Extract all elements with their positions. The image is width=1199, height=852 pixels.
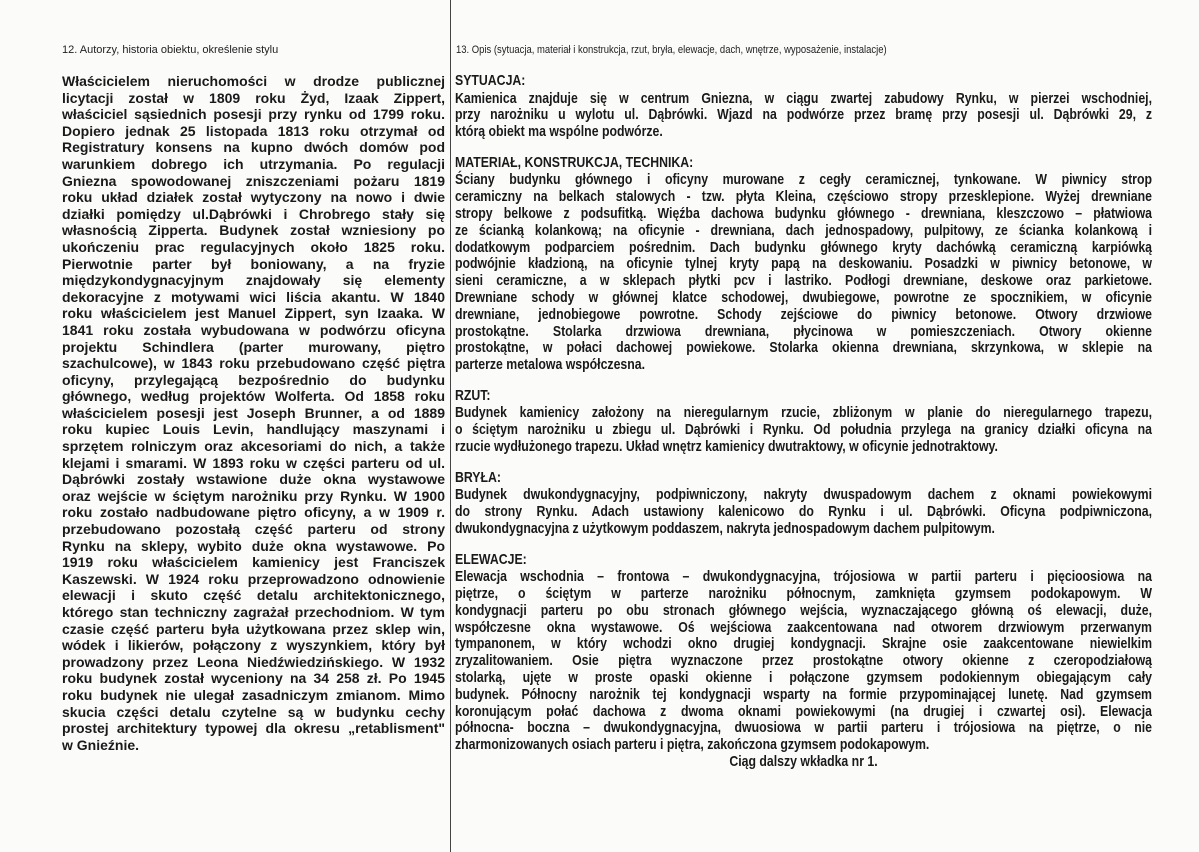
text-line: Drewniane schody w głównej klatce schodowej, dwubiegowe, powrotne ze spocznikiem, w oficynie (455, 288, 1152, 306)
text-line: stolarką, ujęte w proste opaski okienne i połączone gzymsem podokiennym obiegającym cały (455, 669, 1152, 687)
text-line: Budynek kamienicy założony na nieregularnym rzucie, zbliżonym w planie do nieregularnego trapezu, (455, 404, 1152, 422)
text-line: roku budynek został wyceniony na 34 258 zł. Po 1945 (62, 670, 445, 687)
description-section (455, 388, 1152, 456)
text-line: licytacji został w 1809 roku Żyd, Izaak Zippert, (62, 89, 445, 106)
text-line: Pierwotnie parter był boniowany, a na fryzie (62, 255, 445, 272)
text-line: 1919 roku właścicielem kamienicy jest Franciszek (62, 554, 445, 571)
text-line: Gniezna spowodowanej zniszczeniami pożaru 1819 (62, 172, 445, 189)
text-line: północna- boczna – dwukondygnacyjna, dwuosiowa w partii parteru i trójosiowa na piętrze, o nie (455, 719, 1152, 737)
text-line: zharmonizowanych osiach parteru i piętra, zakończona gzymsem podokapowym. (455, 736, 930, 754)
text-line: budynek. Północny narożnik tej kondygnacji wsparty na formie przypominającej lunetę. Nad gzymsem (455, 685, 1152, 703)
text-line: Dąbrówki zostały wstawione duże okna wystawowe (62, 471, 445, 488)
text-line: Registratury konsens na kupno dwóch domów pod (62, 139, 445, 156)
section-12-header: 12. Autorzy, historia obiektu, określenie stylu (62, 44, 279, 56)
text-line: roku zostało nadbudowane piętro oficyny, a w 1909 r. (62, 504, 445, 521)
history-text-column (62, 73, 445, 753)
text-line: prowadzony przez Leona Niedźwiedzińskiego. W 1932 (62, 653, 445, 670)
text-line: Ściany budynku głównego i oficyny murowane z cegły ceramicznej, tynkowane. W piwnicy strop (455, 171, 1152, 189)
text-line: rzucie wydłużonego trapezu. Układ wnętrz kamienicy dwutraktowy, w oficynie jednotraktowy. (455, 438, 998, 456)
text-line: parterze metalowa współczesna. (455, 356, 646, 374)
text-line: tympanonem, w który wchodzi okno drugiej kondygnacji. Skrajne osie zaakcentowane niewielkim (455, 635, 1152, 653)
text-line: oraz wejście w ściętym narożniku przy Rynku. W 1900 (62, 487, 445, 504)
text-line: Właścicielem nieruchomości w drodze publicznej (62, 73, 445, 89)
text-line: o ściętym narożniku u zbiegu ul. Dąbrówki i Rynku. Od południa przylega na granicy działki oficyna na (455, 421, 1152, 439)
text-line: dekoracyjne z motywami wici liścia akantu. W 1840 (62, 288, 445, 305)
text-line: ukończeniu prac regulacyjnych około 1825 roku. (62, 238, 445, 255)
text-line: czasie część parteru była użytkowana przez sklep win, (62, 620, 445, 637)
text-line: przebudowano pozostałą część parteru od strony (62, 521, 445, 538)
description-section (455, 470, 1152, 538)
text-line: właścicielem posesji jest Joseph Brunner, a od 1889 (62, 404, 445, 421)
text-line: prostokątne. Stolarka drzwiowa drewniana, płycinowa w pomieszczeniach. Otwory okienne (455, 322, 1152, 340)
text-line: którą obiekt ma wspólne podwórze. (455, 123, 663, 141)
text-line: współczesne okna wystawowe. Oś wejściowa zaakcentowana nad otworem drzwiowym przerwanym (455, 618, 1152, 636)
text-line: roku właścicielem jest Manuel Zippert, syn Izaaka. W (62, 305, 445, 322)
text-line: drewniane, jednobiegowe powrotne. Schody zejściowe do piwnicy betonowe. Otwory drzwiowe (455, 305, 1152, 323)
text-line: własnością Zipperta. Budynek został wzniesiony po (62, 222, 445, 239)
section-title: ELEWACJE: (455, 550, 527, 568)
text-line: prostej architektury typowej dla okresu „retablisment" (62, 720, 445, 737)
text-line: klejami i smarami. W 1893 roku w części parteru od ul. (62, 454, 445, 471)
text-line: roku budynek nie ulegał zasadniczym zmianom. Mimo (62, 686, 445, 703)
text-line: oficyny, przylegającą bezpośrednio do budynku (62, 371, 445, 388)
description-section (455, 552, 1152, 754)
text-line: dwukondygnacyjna z użytkowym poddaszem, nakryta jednospadowym dachem pulpitowym. (455, 519, 995, 537)
text-line: do strony Rynku. Adach ustawiony kalenicowo do Rynku i ul. Dąbrówki. Oficyna podpiwniczona, (455, 503, 1152, 521)
description-text-column (455, 73, 1152, 771)
text-line: którego stan techniczny zagrażał przechodniom. W tym (62, 604, 445, 620)
description-section (455, 73, 1152, 141)
text-line: elewacji i skuto część detalu architektonicznego, (62, 587, 445, 604)
text-line: przy narożniku u wylotu ul. Dąbrówki. Wjazd na podwórze przez bramę przy posesji ul. Dąbrówki 29, z (455, 106, 1152, 124)
section-title: SYTUACJA: (455, 72, 526, 89)
text-line: Kamienica znajduje się w centrum Gniezna, w ciągu zwartej zabudowy Rynku, w pierzei wschodniej, (455, 89, 1152, 107)
section-title: BRYŁA: (455, 468, 502, 486)
text-line: Dopiero jednak 25 listopada 1813 roku otrzymał od (62, 122, 445, 139)
text-line: wódek i likierów, połączony z wyszynkiem, który był (62, 637, 445, 654)
text-line: międzykondygnacyjnym znajdowały się elementy (62, 272, 445, 289)
text-line: roku układ działek został wytyczony na nowo i dwie (62, 189, 445, 206)
text-line: 1841 roku została wybudowana w podwórzu oficyna (62, 321, 445, 338)
continuation-note: Ciąg dalszy wkładka nr 1. (729, 753, 878, 770)
text-line: sieni ceramiczne, a w sklepach płytki pcv i lastriko. Podłogi drewniane, deskowe oraz parkietowe. (455, 272, 1152, 290)
text-line: właściciel sąsiednich posesji przy rynku od 1799 roku. (62, 106, 445, 123)
text-line: działki pomiędzy ul.Dąbrówki i Chrobrego stały się (62, 205, 445, 222)
text-line: zryzalitowaniem. Osie piętra wyznaczone przez prostokątne otwory okienne z czeropodziałową (455, 652, 1152, 670)
text-line: dodatkowym podparciem pośrednim. Dach budynku głównego kryty dachówką ceramiczną karpiówką (455, 238, 1152, 256)
text-line: piętrze, o ściętym w parterze narożniku północnym, zamknięta gzymsem podokapowym. W (455, 585, 1152, 603)
text-line: koronującym połać dachowa z dwoma oknami powiekowymi (na drugiej i czwartej osi). Elewacja (455, 702, 1152, 720)
text-line: Kaszewski. W 1924 roku przeprowadzono odnowienie (62, 570, 445, 587)
text-line: ceramiczny na belkach stalowych - tzw. płyta Kleina, częściowo stropy przesklepione. Wyżej drewniane (455, 188, 1152, 206)
text-line: projektu Schindlera (parter murowany, piętro (62, 338, 445, 355)
column-divider (450, 0, 451, 852)
text-line: szachulcowe), w 1843 roku przebudowano część piętra (62, 355, 445, 372)
text-line: Elewacja wschodnia – frontowa – dwukondygnacyjna, trójosiowa w partii parteru i pięcioosiowa na (455, 568, 1152, 586)
text-line: prostokątne, w połaci dachowej powiekowe. Stolarka okienna drewniana, skrzynkowa, w sklepie na (455, 339, 1152, 357)
text-line: skucia części detalu czytelne są w budynku cechy (62, 703, 445, 720)
text-line: ze ścianką kolankową; na oficynie - drewniana, dach jednospadowy, pulpitowy, ze ścianka kolankową i (455, 221, 1152, 239)
section-title: RZUT: (455, 386, 491, 404)
text-line: stropy belkowe z podsufitką. Więźba dachowa budynku głównego - drewniana, kleszczowo – płatwiowa (455, 204, 1152, 222)
text-line: sprzętem rolniczym oraz akcesoriami do nich, a także (62, 438, 445, 455)
section-title: MATERIAŁ, KONSTRUKCJA, TECHNIKA: (455, 153, 694, 171)
text-line: głównego, według projektów Wolferta. Od 1858 roku (62, 388, 445, 405)
text-line: w Gnieźnie. (62, 736, 140, 753)
description-section (455, 155, 1152, 374)
text-line: kondygnacji parteru po obu stronach głównego wejścia, wyznaczającego główną oś elewacji, duże, (455, 601, 1152, 619)
text-line: warunkiem dobrego ich utrzymania. Po regulacji (62, 155, 445, 172)
text-line: roku kupiec Louis Levin, handlujący maszynami i (62, 421, 445, 438)
text-line: Budynek dwukondygnacyjny, podpiwniczony, nakryty dwuspadowym dachem z oknami powiekowymi (455, 486, 1152, 504)
text-line: podwójnie kładzioną, na oficynie tylnej kryty papą na deskowaniu. Posadzki w piwnicy betonowe, w (455, 255, 1152, 273)
section-13-header: 13. Opis (sytuacja, materiał i konstrukcja, rzut, bryła, elewacje, dach, wnętrze, wyposażenie, instalacje) (456, 44, 887, 56)
text-line: Rynku na sklepy, wybito duże okna wystawowe. Po (62, 537, 445, 554)
